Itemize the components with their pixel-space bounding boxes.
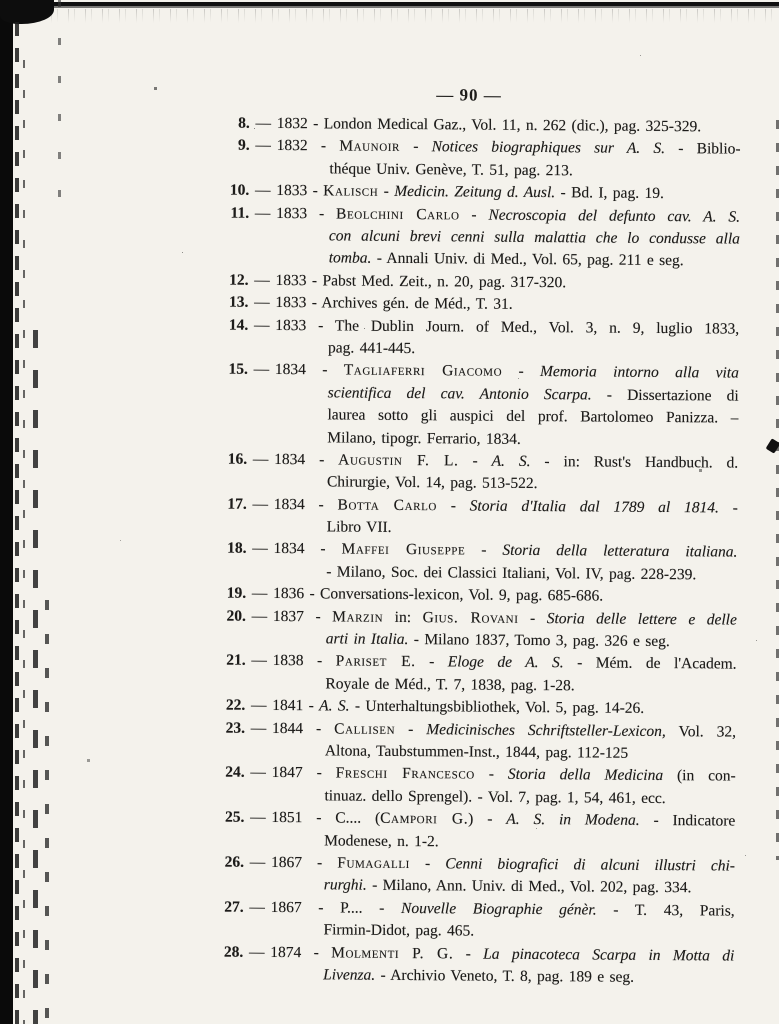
entry-text xyxy=(271,807,735,855)
entry-number: 24. xyxy=(225,764,245,782)
entry-dash: — xyxy=(254,181,271,200)
entry-number: 10. xyxy=(229,181,250,199)
citation-text: 1834 - xyxy=(273,540,342,558)
bibliography-entry xyxy=(189,807,741,856)
entry-line xyxy=(277,135,741,161)
entry-text xyxy=(272,650,736,698)
citation-text: théque Univ. Genève, T. 51, pag. 213. xyxy=(329,160,573,180)
work-title: scientifica del cav. Antonio Scarpa. xyxy=(327,384,592,404)
entry-dash: — xyxy=(254,204,271,222)
citation-text: Milano, tipogr. Ferrario, 1834. xyxy=(327,428,521,448)
entry-line xyxy=(270,964,734,990)
author-name: Campori G. xyxy=(380,810,469,828)
bibliography-entry xyxy=(191,605,743,654)
entry-number: 12. xyxy=(229,271,249,289)
citation-text: 1834 - xyxy=(274,361,344,379)
citation-text: 1833 - Archives gén. de Méd., T. 31. xyxy=(275,294,513,314)
work-title: Medicin. Zeitung d. Ausl. xyxy=(394,183,556,202)
entry-dash: — xyxy=(251,607,268,625)
entry-number: 8. xyxy=(238,114,250,132)
entry-number: 18. xyxy=(227,540,247,558)
work-title: A. S. in Modena. xyxy=(506,811,640,830)
citation-text: Vol. 32, xyxy=(665,722,737,741)
bibliography-entry xyxy=(189,851,741,900)
author-name: Tagliaferri Giacomo xyxy=(343,361,503,381)
entry-line xyxy=(275,359,739,385)
citation-text: - xyxy=(718,499,738,517)
entry-dash: — xyxy=(252,540,268,558)
citation-text: - xyxy=(518,609,547,627)
citation-text: Modenese, n. 1-2. xyxy=(324,831,439,850)
citation-text: - xyxy=(395,720,427,738)
entry-dash: — xyxy=(249,898,265,916)
citation-text: - Unterhaltungsbibliothek, Vol. 5, pag. 14-26. xyxy=(349,697,645,718)
entry-text xyxy=(275,315,739,363)
entry-text xyxy=(276,135,740,183)
entry-text xyxy=(273,538,737,586)
work-title: Memoria intorno alla vita xyxy=(539,363,739,382)
entry-dash: — xyxy=(251,585,268,603)
author-name: Pariset E. xyxy=(335,652,416,671)
work-title: A. S. xyxy=(491,452,531,470)
entry-number: 17. xyxy=(227,495,247,513)
citation-text: 1834 - xyxy=(274,450,339,469)
citation-text: - in: Rust's Handbuch. d. xyxy=(530,452,739,472)
author-name: Freschi Francesco xyxy=(335,764,475,783)
entry-text xyxy=(270,941,734,989)
entry-text xyxy=(276,203,741,274)
bibliography-entry xyxy=(192,359,745,453)
entry-dash: — xyxy=(248,943,265,961)
work-title: con alcuni brevi cenni sulla malattia che lo condusse alla xyxy=(328,227,740,248)
work-title: Necroscopia del defunto cav. A. S. xyxy=(488,206,741,226)
entry-dash: — xyxy=(252,450,269,468)
entry-text xyxy=(271,852,735,900)
entry-number: 19. xyxy=(226,584,247,603)
citation-text: 1867 - P.... - xyxy=(270,898,402,917)
citation-text: - xyxy=(474,765,508,784)
citation-text: 1851 - C.... ( xyxy=(271,809,381,828)
entry-dash: — xyxy=(255,114,272,132)
entry-text xyxy=(272,718,736,766)
entry-text xyxy=(273,606,737,654)
citation-text: - xyxy=(465,541,503,560)
author-name: Beolchini Carlo xyxy=(336,205,460,224)
work-title: Eloge de A. S. xyxy=(447,653,564,672)
citation-text: - xyxy=(502,363,541,381)
bibliography-entry xyxy=(190,650,742,699)
citation-text: 1834 - xyxy=(273,495,338,514)
scan-streak xyxy=(58,0,61,210)
citation-text: 1832 - xyxy=(276,137,340,155)
citation-text: laurea sotto gli auspici del prof. Bartolomeo Panizza. – xyxy=(327,406,739,427)
work-title: tomba. xyxy=(328,249,372,268)
entry-dash: — xyxy=(250,764,267,782)
author-name: Botta Carlo xyxy=(337,496,438,514)
citation-text: 1847 - xyxy=(271,764,336,782)
author-name: Maffei Giuseppe xyxy=(341,540,466,559)
citation-text: 1833 - xyxy=(276,204,337,223)
citation-text: ) - xyxy=(468,810,507,829)
citation-text: Libro VII. xyxy=(326,518,392,536)
bibliography-entry xyxy=(190,717,742,766)
work-title: Livenza. xyxy=(323,966,376,984)
citation-text: 1836 - Conversations-lexicon, Vol. 9, pag. 685-686. xyxy=(273,585,604,605)
work-title: Storia delle lettere e delle xyxy=(546,609,737,629)
bibliography-entry xyxy=(192,493,744,542)
work-title: arti in Italia. xyxy=(325,630,409,649)
citation-text: pag. 441-445. xyxy=(327,339,416,358)
citation-text: - xyxy=(415,653,448,671)
citation-text: 1844 - xyxy=(271,719,335,738)
citation-text: - T. 43, Paris, xyxy=(596,901,735,920)
citation-text: - Archivio Veneto, T. 8, pag. 189 e seg. xyxy=(375,966,635,986)
author-name: Kalisch xyxy=(323,182,379,200)
work-title: Cenni biografici di alcuni illustri chi- xyxy=(445,855,736,875)
citation-text: Altona, Taubstummen-Inst., 1844, pag. 112-125 xyxy=(324,742,629,762)
page-number: — 90 — xyxy=(436,85,502,105)
entry-number: 9. xyxy=(237,137,250,155)
citation-text: - xyxy=(399,138,432,156)
bibliography-entry xyxy=(188,896,740,945)
entry-dash: — xyxy=(250,697,267,715)
scan-edge-top-noise xyxy=(0,9,779,23)
citation-text: - Milano, Soc. dei Classici Italiani, Vol. IV, pag. 228-239. xyxy=(326,563,697,584)
author-name: Augustin F. L. xyxy=(338,451,459,470)
entry-dash: — xyxy=(253,316,270,334)
citation-text: - Dissertazione di xyxy=(591,386,739,405)
author-name: Callisen xyxy=(334,720,396,738)
entry-dash: — xyxy=(254,271,270,289)
entry-number: 25. xyxy=(224,808,245,826)
citation-text: - xyxy=(378,182,395,201)
scan-speckles xyxy=(0,0,1,1)
bibliography-entry xyxy=(191,538,743,587)
scan-streak xyxy=(33,330,38,1024)
citation-text: - xyxy=(436,496,470,515)
citation-text: 1874 - xyxy=(270,943,332,961)
author-name: Maunoir xyxy=(339,137,401,156)
scan-streak xyxy=(15,22,19,1024)
scan-edge-top xyxy=(0,2,779,8)
citation-text: - xyxy=(459,206,489,224)
citation-text: 1833 - Pabst Med. Zeit., n. 20, pag. 317-320. xyxy=(275,271,567,292)
citation-text: - Milano 1837, Tomo 3, pag. 326 e seg. xyxy=(408,631,670,651)
scan-streak xyxy=(23,60,25,1024)
bibliography-entry xyxy=(194,202,747,274)
entry-text xyxy=(271,762,735,810)
bibliography-entry xyxy=(192,448,744,497)
citation-text: (in con- xyxy=(663,767,736,786)
entry-text xyxy=(270,897,734,945)
entry-line xyxy=(271,807,735,833)
work-title: La pinacoteca Scarpa in Motta di xyxy=(483,945,735,965)
author-name: Fumagalli xyxy=(337,854,411,873)
citation-text: 1833 - The Dublin Journ. of Med., Vol. 3, n. 9, luglio 1833, xyxy=(275,316,740,338)
citation-text: 1841 - xyxy=(272,697,320,715)
entry-dash: — xyxy=(252,495,269,513)
citation-text: tinuaz. dello Sprengel). - Vol. 7, pag. 1, 54, 461, ecc. xyxy=(324,787,666,807)
bibliography-entry xyxy=(188,941,740,990)
entry-number: 26. xyxy=(224,853,245,871)
citation-text: - Annali Univ. di Med., Vol. 65, pag. 211 e seg. xyxy=(371,250,684,270)
work-title: Nouvelle Biographie génèr. xyxy=(400,899,597,919)
work-title: Storia d'Italia dal 1789 al 1814. xyxy=(469,497,719,517)
entry-number: 21. xyxy=(226,652,246,670)
entry-dash: — xyxy=(249,853,266,871)
citation-text: - Biblio- xyxy=(664,140,741,159)
entry-text xyxy=(274,359,739,452)
entry-number: 11. xyxy=(230,204,250,222)
work-title: Notices biographiques sur A. S. xyxy=(431,138,666,158)
citation-text: - Mém. de l'Academ. xyxy=(563,654,737,674)
bibliography-entry xyxy=(193,314,745,363)
citation-text: in: xyxy=(383,608,423,626)
work-title: A. S. xyxy=(319,697,350,715)
citation-text: Royale de Méd., T. 7, 1838, pag. 1-28. xyxy=(325,675,575,695)
bibliography-entry xyxy=(189,762,741,811)
entry-dash: — xyxy=(250,808,266,827)
entry-number: 13. xyxy=(228,293,249,311)
author-name: Gius. Rovani xyxy=(422,608,519,627)
scan-edge-left xyxy=(0,0,13,1024)
author-name: Marzin xyxy=(332,608,384,626)
citation-text: 1837 - xyxy=(272,607,333,626)
entry-number: 20. xyxy=(226,607,247,625)
entry-dash: — xyxy=(255,137,271,155)
entry-text xyxy=(274,449,738,497)
bibliography-list xyxy=(188,112,747,990)
citation-text: - Indicatore xyxy=(639,812,736,830)
author-name: Molmenti P. G. xyxy=(331,943,454,962)
citation-text: 1832 - London Medical Gaz., Vol. 11, n. 262 (dic.), pag. 325-329. xyxy=(276,114,702,136)
entry-dash: — xyxy=(251,652,267,670)
entry-number: 16. xyxy=(227,450,248,468)
citation-text: - xyxy=(453,944,484,963)
entry-dash: — xyxy=(254,293,270,312)
citation-text: 1838 - xyxy=(272,652,336,670)
entry-number: 27. xyxy=(224,898,244,916)
entry-number: 23. xyxy=(225,719,246,737)
work-title: rurghi. xyxy=(323,876,367,895)
citation-text: - xyxy=(409,855,446,873)
citation-text: Chirurgie, Vol. 14, pag. 513-522. xyxy=(326,473,538,493)
entry-number: 22. xyxy=(225,696,246,714)
entry-number: 28. xyxy=(223,943,244,961)
entry-number: 15. xyxy=(228,360,248,379)
work-title: Storia della Medicina xyxy=(507,766,664,785)
citation-text: Firmin-Didot, pag. 465. xyxy=(323,921,475,940)
citation-text: - Milano, Ann. Univ. di Med., Vol. 202, pag. 334. xyxy=(366,877,692,897)
work-title: Storia della letteratura italiana. xyxy=(502,542,738,562)
entry-dash: — xyxy=(250,719,267,737)
citation-text: - Bd. I, pag. 19. xyxy=(555,184,664,203)
citation-text: 1867 - xyxy=(270,853,338,872)
citation-text: - xyxy=(458,452,492,470)
citation-text: 1833 - xyxy=(276,182,324,200)
entry-line xyxy=(274,404,738,430)
entry-number: 14. xyxy=(228,316,249,334)
work-title: Medicinisches Schriftsteller-Lexicon, xyxy=(426,720,666,740)
bibliography-entry xyxy=(194,135,746,184)
entry-text xyxy=(274,494,738,542)
entry-dash: — xyxy=(253,361,270,379)
scan-streak xyxy=(45,600,49,1024)
